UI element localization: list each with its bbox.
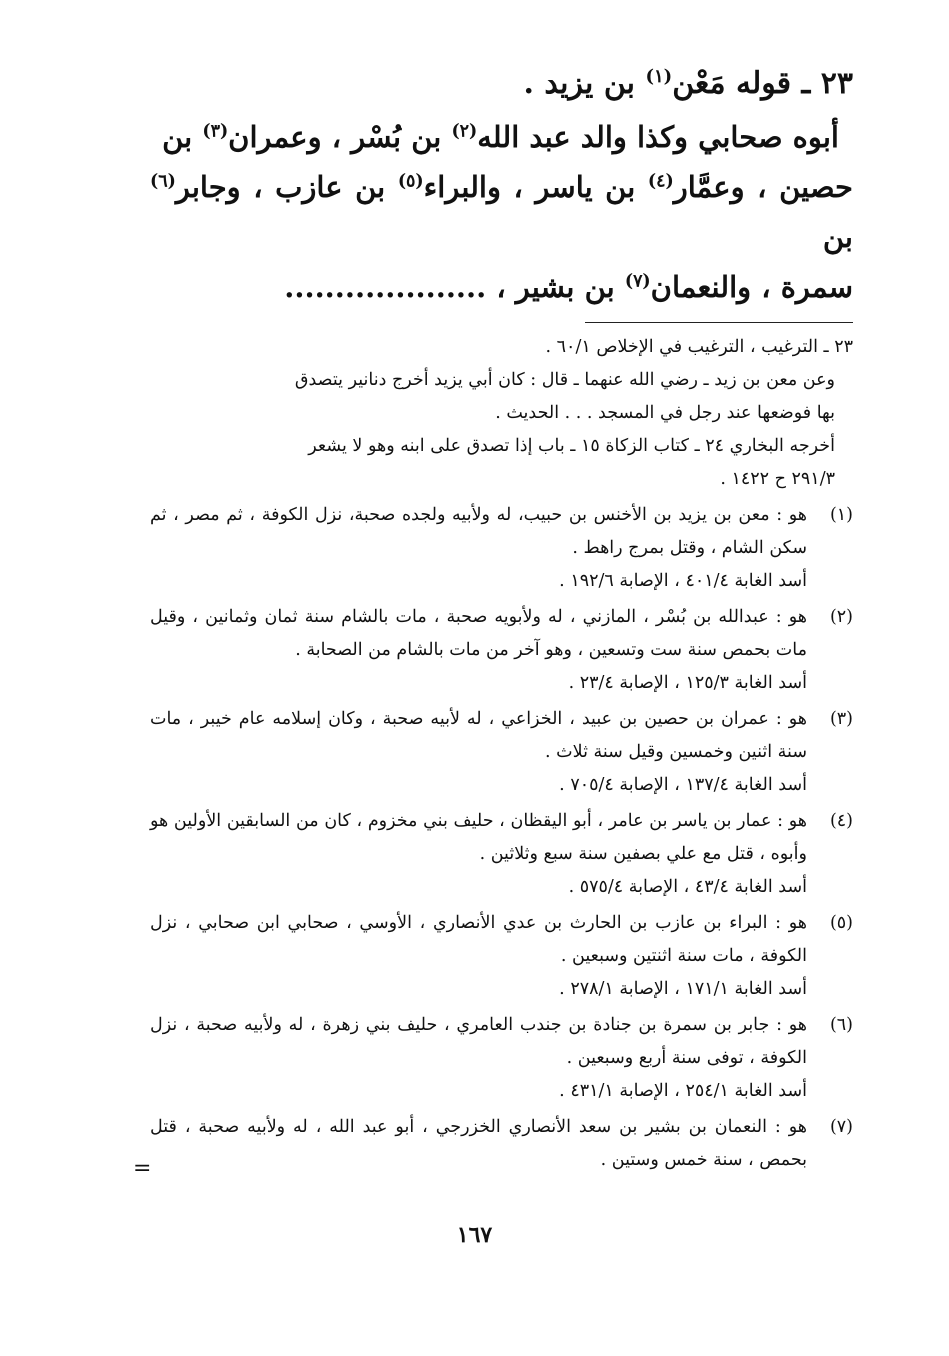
footnote-marker-7: (٧) xyxy=(624,271,651,292)
footnote-text: هو : عبدالله بن بُسْر ، المازني ، له ولأبويه صحبة ، مات بالشام سنة ثمان وثمانين ، وقيل مات بحمص سنة ست وتسعين ، وهو آخر من مات بالشام من الصحابة . xyxy=(150,607,807,660)
footnote-source: أسد الغابة ١٣٧/٤ ، الإصابة ٧٠٥/٤ . xyxy=(559,775,807,795)
footnote-5 xyxy=(150,907,853,1006)
footnote-4 xyxy=(150,805,853,904)
footnote-body xyxy=(150,907,807,1006)
footnote-number: (٦) xyxy=(829,1015,853,1035)
heading-text-end: بن يزيد . xyxy=(523,66,646,101)
note-intro-2 xyxy=(150,364,853,430)
footnote-number: (٥) xyxy=(829,913,853,933)
footnote-rule-wrap xyxy=(150,312,853,331)
main-text-segment: حصين ، وعمَّار xyxy=(673,170,853,204)
note-intro-2-line: بها فوضعها عند رجل في المسجد . . . الحديث . xyxy=(495,403,835,423)
footnote-text: هو : عمار بن ياسر بن عامر ، أبو اليقظان ، حليف بني مخزوم ، كان من السابقين الأولين هو وأبوه ، قتل مع علي بصفين سنة سبع وثلاثين . xyxy=(150,811,807,864)
main-text-segment: بن بُسْر ، وعمران xyxy=(228,120,452,154)
main-line-1 xyxy=(150,112,853,162)
entry-heading xyxy=(150,62,853,106)
footnote-body xyxy=(150,499,807,598)
ellipsis-dots: .................... xyxy=(284,270,487,304)
footnote-text: هو : جابر بن سمرة بن جنادة بن جندب العامري ، حليف بني زهرة ، له ولأبيه صحبة ، نزل الكوفة ، توفى سنة أربع وسبعين . xyxy=(150,1015,807,1068)
page-number: ١٦٧ xyxy=(456,1222,493,1248)
footnote-text: هو : البراء بن عازب بن الحارث بن عدي الأنصاري ، الأوسي ، صحابي ابن صحابي ، نزل الكوفة ، مات سنة اثنتين وسبعين . xyxy=(150,913,807,966)
main-text-segment: بن xyxy=(162,120,203,154)
footnote-number: (٢) xyxy=(829,607,853,627)
footnote-marker-1: (١) xyxy=(645,66,673,87)
footnote-1 xyxy=(150,499,853,598)
footnote-3 xyxy=(150,703,853,802)
footnote-marker-5: (٥) xyxy=(397,171,424,192)
main-text xyxy=(150,112,853,312)
note-intro-3 xyxy=(150,430,853,496)
main-text-segment: سمرة ، والنعمان xyxy=(650,270,853,304)
footnote-text: هو : عمران بن حصين بن عبيد ، الخزاعي ، له لأبيه صحبة ، وكان إسلامه عام خيبر ، مات سنة اثنين وخمسين وقيل سنة ثلاث . xyxy=(150,709,807,762)
footnote-number: (٣) xyxy=(829,709,853,729)
footnote-number: (٧) xyxy=(829,1117,853,1137)
note-intro-3-line: ٢٩١/٣ ح ١٤٢٢ . xyxy=(720,469,835,489)
footnote-marker-2: (٢) xyxy=(451,121,478,142)
continuation-mark: = xyxy=(133,1156,152,1181)
note-intro-2-line: وعن معن بن زيد ـ رضي الله عنهما ـ قال : كان أبي يزيد أخرج دنانير يتصدق xyxy=(294,370,835,390)
footnote-source: أسد الغابة ٤٣/٤ ، الإصابة ٥٧٥/٤ . xyxy=(568,877,807,897)
footnote-marker-6: (٦) xyxy=(150,171,176,192)
main-text-segment: بن عازب ، وجابر xyxy=(175,170,398,204)
footnote-body xyxy=(150,703,807,802)
footnote-number: (١) xyxy=(829,505,853,525)
note-intro-1 xyxy=(150,331,853,364)
footnote-source: أسد الغابة ٤٠١/٤ ، الإصابة ١٩٢/٦ . xyxy=(559,571,807,591)
footnote-6 xyxy=(150,1009,853,1108)
footnote-text: هو : النعمان بن بشير بن سعد الأنصاري الخزرجي ، أبو عبد الله ، له ولأبيه صحبة ، قتل بحمص ، سنة خمس وستين . xyxy=(150,1117,807,1170)
footnote-2 xyxy=(150,601,853,700)
main-text-segment: بن xyxy=(822,220,853,254)
footnote-body xyxy=(150,601,807,700)
footnote-text: هو : معن بن يزيد بن الأخنس بن حبيب، له ولأبيه ولجده صحبة، نزل الكوفة ، ثم مصر ، ثم سكن الشام ، وقتل بمرج راهط . xyxy=(150,505,807,558)
footnote-source: أسد الغابة ١٧١/١ ، الإصابة ٢٧٨/١ . xyxy=(559,979,807,999)
note-intro-1-text: ٢٣ ـ الترغيب ، الترغيب في الإخلاص ٦٠/١ . xyxy=(545,337,853,357)
footnote-source: أسد الغابة ٢٥٤/١ ، الإصابة ٤٣١/١ . xyxy=(559,1081,807,1101)
footnote-body xyxy=(150,1009,807,1108)
footnotes xyxy=(150,331,853,1177)
main-text-segment: أبوه صحابي وكذا والد عبد الله xyxy=(477,120,839,154)
main-text-segment: بن ياسر ، والبراء xyxy=(423,170,648,204)
footnote-marker-3: (٣) xyxy=(202,121,229,142)
footnote-body xyxy=(150,1111,807,1177)
note-intro-3-line: أخرجه البخاري ٢٤ ـ كتاب الزكاة ١٥ ـ باب إذا تصدق على ابنه وهو لا يشعر xyxy=(308,436,835,456)
main-line-3 xyxy=(150,262,853,312)
footnote-number: (٤) xyxy=(829,811,853,831)
footnote-body xyxy=(150,805,807,904)
footnote-source: أسد الغابة ١٢٥/٣ ، الإصابة ٢٣/٤ . xyxy=(568,673,807,693)
footnote-separator xyxy=(585,322,853,323)
footnote-7 xyxy=(150,1111,853,1177)
footnote-marker-4: (٤) xyxy=(647,171,674,192)
heading-text: ٢٣ ـ قوله مَعْن xyxy=(672,66,853,101)
main-text-segment: بن بشير ، xyxy=(486,270,625,304)
main-line-2 xyxy=(150,162,853,262)
